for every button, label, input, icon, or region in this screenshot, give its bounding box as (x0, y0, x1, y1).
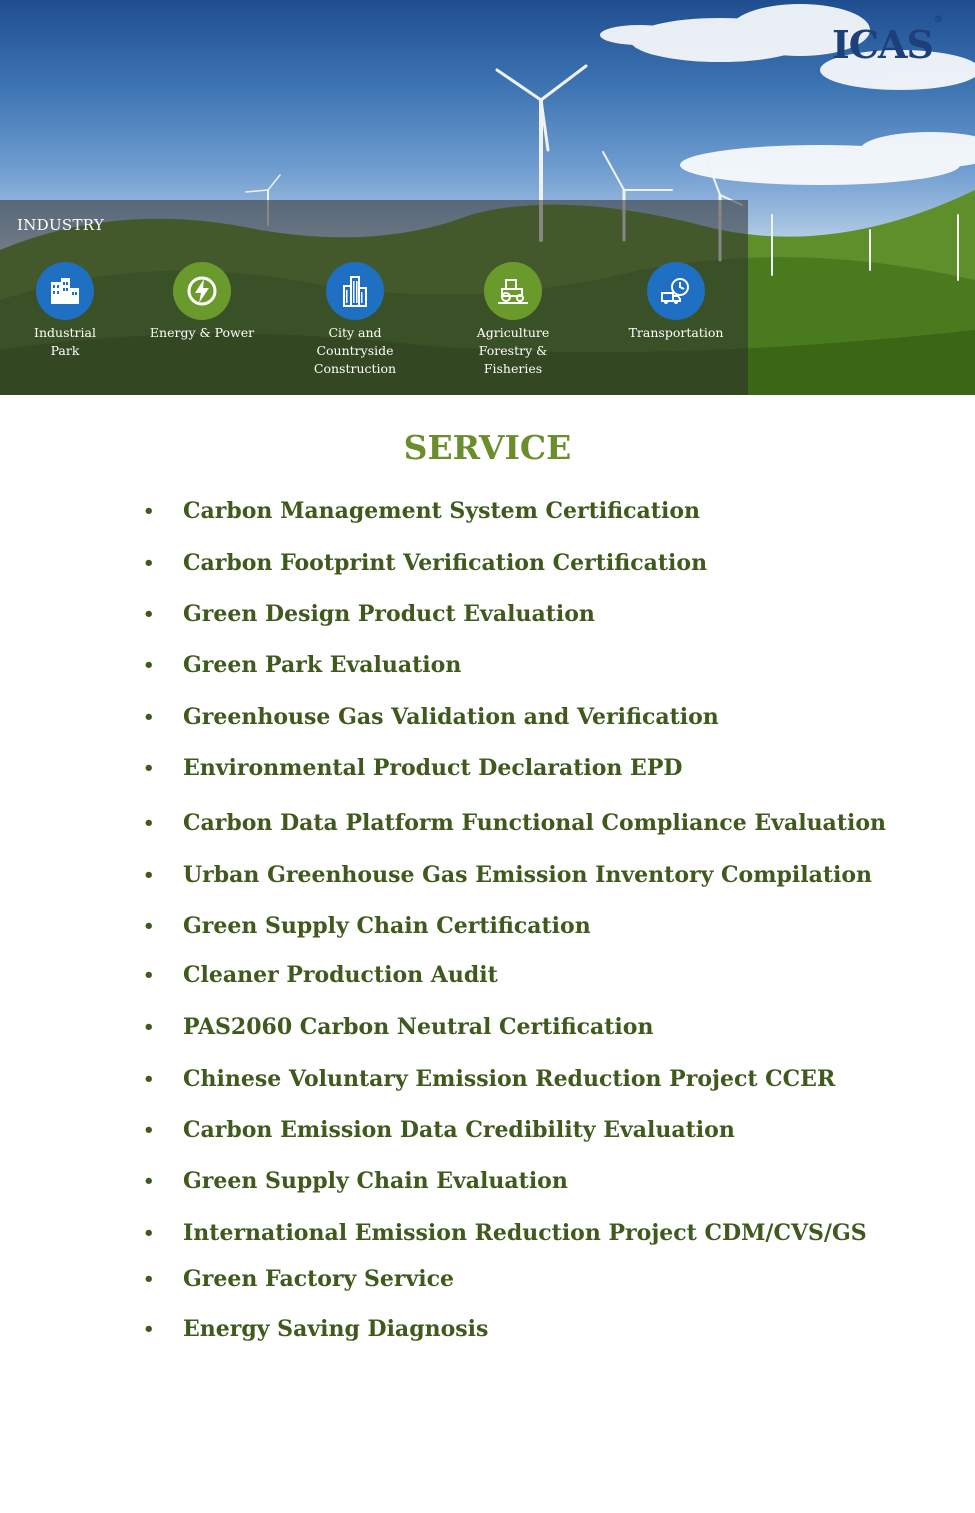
service-item[interactable]: • Carbon Emission Data Credibility Evaluation (143, 1117, 735, 1143)
service-item[interactable]: • Carbon Management System Certification (143, 498, 700, 524)
service-item[interactable]: • PAS2060 Carbon Neutral Certification (143, 1014, 654, 1040)
industry-item-city-construction[interactable] (290, 262, 420, 378)
bullet: • (143, 1068, 155, 1090)
bullet: • (143, 1268, 155, 1290)
service-item[interactable]: • Carbon Data Platform Functional Compliance Evaluation (143, 810, 887, 836)
industry-panel (0, 200, 748, 395)
service-item[interactable]: • Carbon Footprint Verification Certification (143, 550, 708, 576)
service-item[interactable]: • Green Design Product Evaluation (143, 601, 595, 627)
service-item[interactable]: • Green Supply Chain Certification (143, 913, 591, 939)
industry-label: Energy & Power (149, 325, 255, 340)
service-item[interactable]: • Green Park Evaluation (143, 652, 462, 678)
city-building-icon (326, 262, 384, 320)
bullet: • (143, 812, 155, 834)
service-item[interactable]: • Chinese Voluntary Emission Reduction Project CCER (143, 1066, 836, 1092)
bullet: • (143, 1222, 155, 1244)
bullet: • (143, 1318, 155, 1340)
service-item[interactable]: • Greenhouse Gas Validation and Verification (143, 704, 719, 730)
industry-item-industrial-park[interactable] (0, 262, 130, 360)
service-title: SERVICE (403, 428, 572, 467)
bullet: • (143, 1016, 155, 1038)
industry-item-transportation[interactable] (611, 262, 741, 342)
industry-label: Industrial Park (34, 325, 96, 358)
bullet: • (143, 603, 155, 625)
industry-item-agriculture[interactable] (448, 262, 578, 378)
bullet: • (143, 500, 155, 522)
service-item[interactable]: • International Emission Reduction Project CDM/CVS/GS (143, 1220, 867, 1246)
bullet: • (143, 654, 155, 676)
bullet: • (143, 1170, 155, 1192)
bullet: • (143, 552, 155, 574)
industry-title: INDUSTRY (17, 216, 105, 234)
hero-banner (0, 0, 975, 395)
delivery-truck-clock-icon (647, 262, 705, 320)
industry-item-energy-power[interactable] (137, 262, 267, 342)
service-item[interactable]: • Green Factory Service (143, 1266, 454, 1292)
bullet: • (143, 1119, 155, 1141)
industry-label: City and Countryside Construction (313, 325, 397, 376)
industry-label: Agriculture Forestry & Fisheries (476, 325, 550, 376)
bullet: • (143, 706, 155, 728)
lightning-icon (173, 262, 231, 320)
service-item[interactable]: • Cleaner Production Audit (143, 962, 498, 988)
factory-icon (36, 262, 94, 320)
icas-logo[interactable]: ICAS® (832, 15, 942, 67)
service-item[interactable]: • Urban Greenhouse Gas Emission Inventory Compilation (143, 862, 873, 888)
service-item[interactable]: • Environmental Product Declaration EPD (143, 755, 683, 781)
bullet: • (143, 964, 155, 986)
bullet: • (143, 864, 155, 886)
bullet: • (143, 757, 155, 779)
service-item[interactable]: • Green Supply Chain Evaluation (143, 1168, 568, 1194)
service-item[interactable]: • Energy Saving Diagnosis (143, 1316, 489, 1342)
bullet: • (143, 915, 155, 937)
tractor-icon (484, 262, 542, 320)
industry-label: Transportation (628, 325, 724, 340)
